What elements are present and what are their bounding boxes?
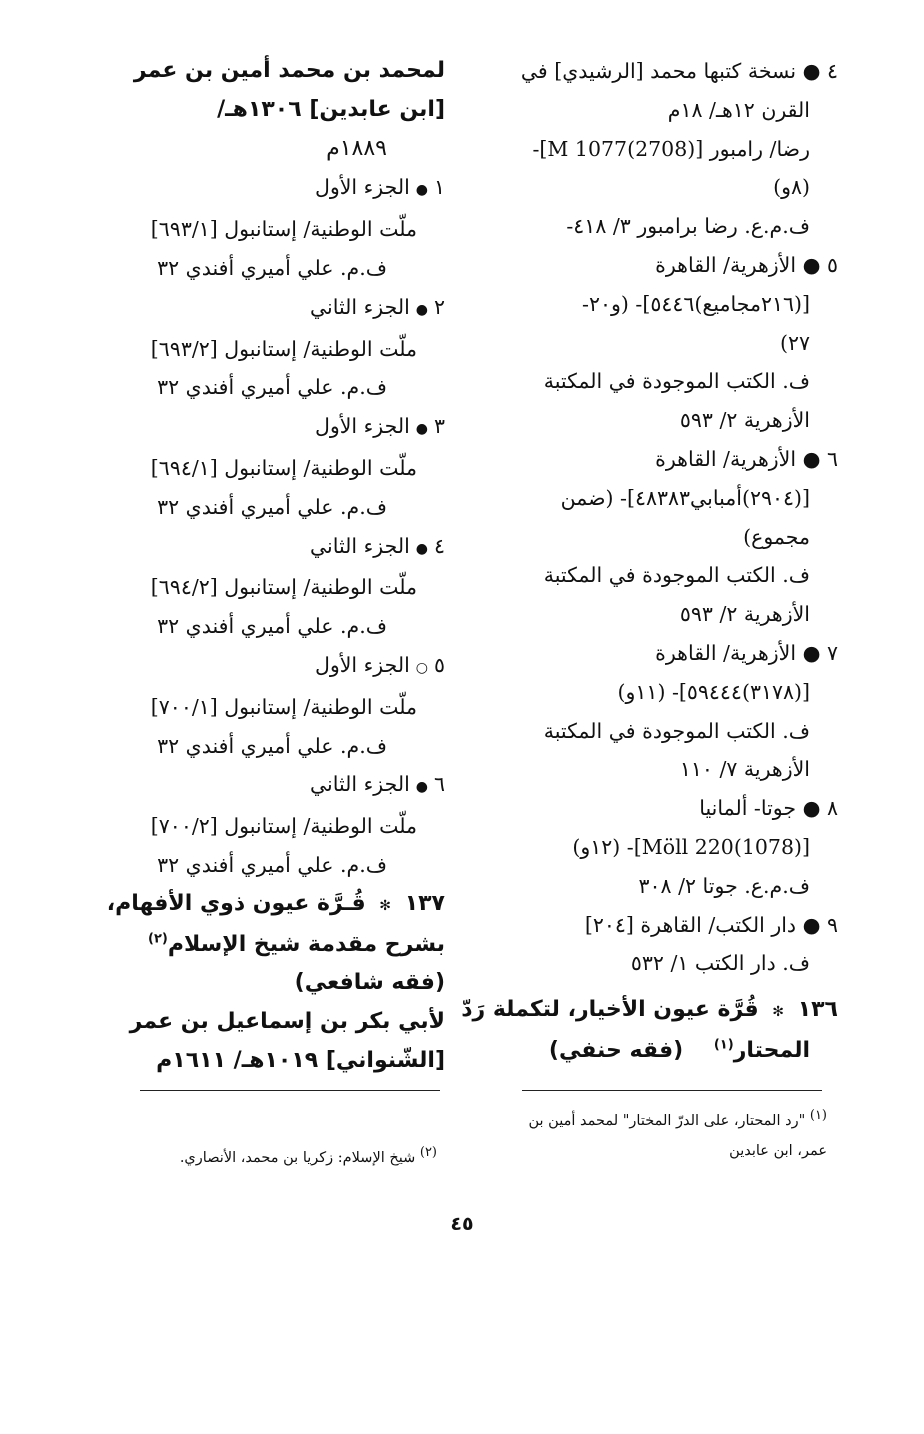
list-item: ٥ ● الأزهرية/ القاهرة [655,252,838,277]
bullet-icon: ● [415,182,428,199]
list-item [97,765,445,807]
item-number: ١ [433,175,445,200]
footnote-text: شيخ الإسلام: زكريا بن محمد، الأنصاري. [179,1150,416,1166]
item-location: ملّت الوطنية/ إستانبول [٦٩٣/١] [150,217,417,242]
entry-author-line1: لأبي بكر بن إسماعيل بن عمر [129,1009,445,1035]
list-item-detail: [(٢١٦مجاميع)٥٤٤٦]- (و٢٠- [582,291,810,316]
footnote-text-line2: عمر، ابن عابدين [729,1143,827,1159]
item-number: ٥ [433,652,445,677]
list-item-detail: الأزهرية ٢/ ٥٩٣ [679,408,810,433]
list-item-detail: القرن ١٢هـ/ ١٨م [667,97,810,122]
list-item-detail: ف.م.ع. رضا برامبور ٣/ ٤١٨- [566,214,810,239]
list-item: ٨ ● جوتا- ألمانيا [699,796,838,821]
list-item-detail: الأزهرية ٢/ ٥٩٣ [679,602,810,627]
list-item [97,288,445,330]
footnote-marker: (١) [809,1108,827,1124]
entry-subject: (فقه شافعي) [294,970,445,996]
list-item-detail: ف. الكتب الموجودة في المكتبة [543,563,810,588]
entry-number: ١٣٧ [404,890,445,916]
bullet-icon: ● [415,540,428,557]
author-line-1: لمحمد بن محمد أمين بن عمر [133,58,445,83]
item-location: ملّت الوطنية/ إستانبول [٧٠٠/١] [150,694,417,719]
footnote-marker: (٢) [419,1145,437,1161]
item-number: ٢ [433,294,445,319]
left-column [97,52,445,1081]
list-item-detail: الأزهرية ٧/ ١١٠ [679,757,810,782]
footnote-divider [522,1090,822,1091]
list-item [97,407,445,449]
item-reference: ف.م. علي أميري أفندي ٣٢ [157,375,387,400]
list-item [97,527,445,569]
footnote-text-line1: "رد المحتار، على الدرّ المختار" لمحمد أمين بن [528,1113,806,1129]
list-item: ٦ ● الأزهرية/ القاهرة [655,446,838,471]
asterisk-icon: ✻ [772,1004,785,1021]
entry-title-line1: قُـرَّة عيون ذوي الأفهام، [106,890,366,916]
item-location: ملّت الوطنية/ إستانبول [٦٩٤/٢] [150,575,417,600]
list-item-detail: [(٢٩٠٤)أمبابي٤٨٣٨٣]- (ضمن [560,485,810,510]
item-number: ٤ [433,533,445,558]
item-part: الجزء الثاني [309,294,410,319]
list-item: ٧ ● الأزهرية/ القاهرة [655,640,838,665]
entry-136-title [461,991,838,1032]
author-line-3: ١٨٨٩م [326,135,387,161]
entry-author-line2: [الشّنواني] ١٠١٩هـ/ ١٦١١م [156,1047,445,1073]
bullet-icon: ● [415,779,428,796]
bullet-icon: ● [415,301,428,318]
entry-136-title-cont [490,1032,838,1071]
entry-number: ١٣٦ [797,997,838,1023]
list-item: ٩ ● دار الكتب/ القاهرة [٢٠٤] [584,912,838,937]
list-item-detail: رضا/ رامبور [M 1077(2708)]- [532,136,810,161]
list-item-detail: ف.م.ع. جوتا ٢/ ٣٠٨ [638,873,810,898]
item-part: الجزء الأول [314,175,410,200]
footnote-1 [487,1106,827,1166]
list-item: ٤ ● نسخة كتبها محمد [الرشيدي] في [520,59,838,83]
list-item-detail: مجموع) [743,524,810,549]
footnote-ref: (١) [713,1037,734,1053]
list-item [97,168,445,210]
item-part: الجزء الثاني [309,772,410,797]
bullet-icon: ● [415,421,428,438]
entry-137-title [97,885,445,926]
author-line-2: [ابن عابدين] ١٣٠٦هـ/ [217,96,445,122]
list-item-detail: ف. الكتب الموجودة في المكتبة [543,369,810,394]
item-reference: ف.م. علي أميري أفندي ٣٢ [157,733,387,758]
item-reference: ف.م. علي أميري أفندي ٣٢ [157,614,387,639]
entry-title-line1: قُرَّة عيون الأخيار، لتكملة رَدّ [461,997,759,1023]
item-location: ملّت الوطنية/ إستانبول [٧٠٠/٢] [150,814,417,839]
footnote-2 [97,1143,437,1173]
list-item-detail: (٨و) [773,175,810,200]
manuscript-list [97,168,445,884]
list-item-detail: [(٣١٧٨)٥٩٤٤٤]- (١١و) [617,679,810,704]
right-column [461,52,838,1071]
footnote-divider [140,1090,440,1091]
item-reference: ف.م. علي أميري أفندي ٣٢ [157,852,387,877]
item-part: الجزء الأول [314,652,410,677]
entry-137-title-cont [97,926,445,965]
item-reference: ف.م. علي أميري أفندي ٣٢ [157,494,387,519]
item-location: ملّت الوطنية/ إستانبول [٦٩٤/١] [150,455,417,480]
list-item-detail: ف. دار الكتب ١/ ٥٣٢ [630,951,810,976]
item-number: ٣ [433,414,445,439]
entry-subject: (فقه حنفي) [548,1037,684,1063]
item-part: الجزء الأول [314,414,410,439]
item-part: الجزء الثاني [309,533,410,558]
footnote-ref: (٢) [148,931,168,947]
list-item-detail: ف. الكتب الموجودة في المكتبة [543,718,810,743]
list-item-detail: ٢٧) [779,330,810,355]
list-item [97,646,445,688]
bullet-icon: ○ [415,659,428,676]
item-location: ملّت الوطنية/ إستانبول [٦٩٣/٢] [150,336,417,361]
item-number: ٦ [433,772,445,797]
list-item-detail: [Möll 220(1078)]- (١٢و) [572,834,810,859]
manuscript-list-continued [490,52,838,983]
asterisk-icon: ✻ [379,897,392,914]
entry-title-line2: بشرح مقدمة شيخ الإسلام [167,931,445,957]
item-reference: ف.م. علي أميري أفندي ٣٢ [157,255,387,280]
page-number: ٤٥ [450,1213,474,1235]
entry-title-line2: المحتار [733,1037,810,1063]
